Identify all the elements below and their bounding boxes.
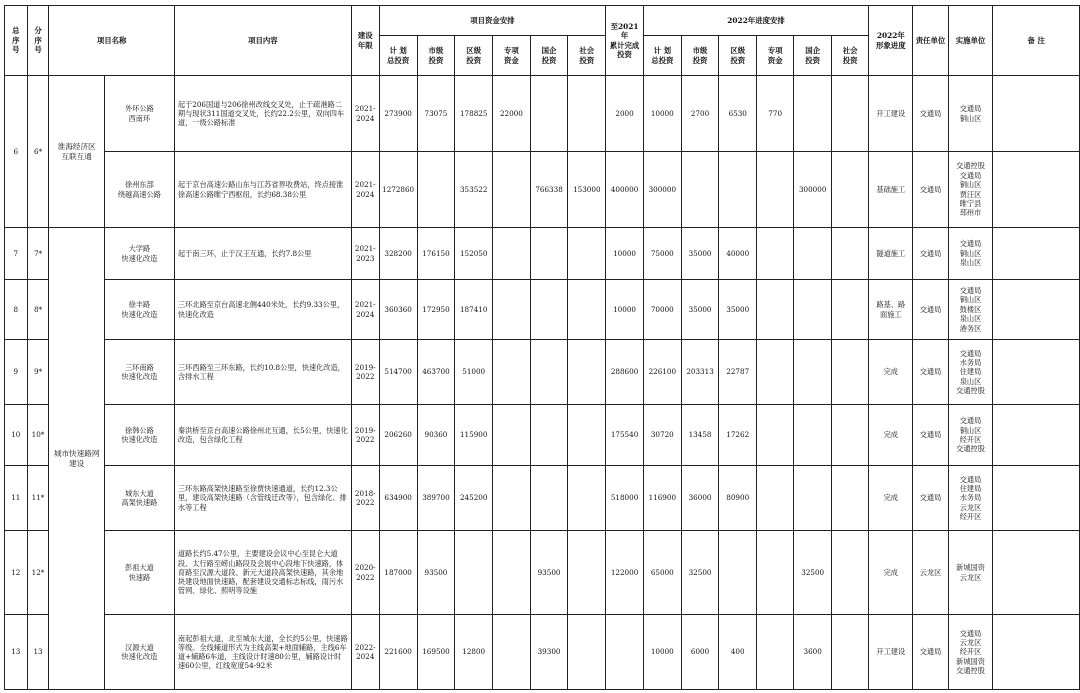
cell-build-years: 2021- 2024: [351, 76, 379, 152]
header-plan-district: 区级 投资: [719, 36, 757, 76]
cell-progress-2022: 开工建设: [869, 76, 913, 152]
cell-resp-unit: 交通局: [913, 340, 948, 405]
cell-plan-soe: [794, 76, 832, 152]
cell-plan-special: [757, 280, 794, 340]
header-build-years: 建设 年限: [351, 6, 379, 76]
cell-build-years: 2021- 2024: [351, 280, 379, 340]
cell-build-years: 2021- 2024: [351, 152, 379, 228]
cell-fund-special: [493, 340, 531, 405]
cell-resp-unit: 交通局: [913, 76, 948, 152]
cell-progress-2022: 完成: [869, 340, 913, 405]
cell-plan-city: 203313: [681, 340, 719, 405]
cell-fund-district: 353522: [455, 152, 493, 228]
cell-remark: [993, 531, 1080, 615]
cell-build-years: 2019- 2022: [351, 340, 379, 405]
header-progress-2022: 2022年 形象进度: [869, 6, 913, 76]
cell-plan-city: 13458: [681, 405, 719, 466]
cell-cum-2021: 175540: [606, 405, 644, 466]
cell-project-name: 徐丰路 快速化改造: [104, 280, 174, 340]
header-fund-social: 社会 投资: [568, 36, 606, 76]
cell-project-name: 彭祖大道 快速路: [104, 531, 174, 615]
cell-plan-total: 30720: [643, 405, 681, 466]
cell-fund-soe: [530, 76, 568, 152]
cell-fund-special: [493, 280, 531, 340]
table-row: [5, 76, 1080, 152]
cell-build-years: 2020- 2022: [351, 531, 379, 615]
cell-impl-unit: 交通局 水务局 住建局 泉山区 交通控股: [948, 340, 993, 405]
cell-group-name: 淮海经济区 互联互通: [49, 76, 104, 228]
cell-fund-city: 93500: [417, 531, 455, 615]
cell-plan-soe: 32500: [794, 531, 832, 615]
cell-fund-district: 12800: [455, 615, 493, 690]
cell-impl-unit: 交通局 住建局 水务局 云龙区 经开区: [948, 466, 993, 531]
cell-project-name: 外环公路 西南环: [104, 76, 174, 152]
header-fund-special: 专项 资金: [493, 36, 531, 76]
cell-fund-social: [568, 340, 606, 405]
cell-fund-city: 90360: [417, 405, 455, 466]
cell-plan-soe: [794, 280, 832, 340]
cell-total-no: 11: [5, 466, 28, 531]
table-row: [5, 531, 1080, 615]
cell-total-no: 8: [5, 280, 28, 340]
cell-project-content: 南起彭祖大道，北至城东大道，全长约5公里，快速路等级。全线辅道形式为主线高架+地面辅路，主线6车道+辅路6车道，主线设计时速80公里，辅路设计时速60公里，红线宽度54-92米: [174, 615, 351, 690]
cell-plan-social: [832, 466, 869, 531]
cell-cum-2021: 122000: [606, 531, 644, 615]
cell-fund-social: [568, 228, 606, 280]
header-plan-social: 社会 投资: [832, 36, 869, 76]
table-row: [5, 340, 1080, 405]
cell-plan-special: [757, 531, 794, 615]
cell-sub-no: 10*: [27, 405, 49, 466]
cell-sub-no: 12*: [27, 531, 49, 615]
cell-fund-special: [493, 466, 531, 531]
cell-fund-soe: [530, 228, 568, 280]
cell-project-content: 道路长约5.47公里，主要建设会议中心至昆仑大道段、太行路至崂山路段及会展中心段地下快速路，体育路至汉源大道段、新元大道段高架快速路，其余地块建设地面快速路，配套建设交通标志标线，雨污水管网、绿化、照明等设施: [174, 531, 351, 615]
cell-plan-social: [832, 405, 869, 466]
cell-project-content: 三环西路至三环东路，长约10.8公里，快速化改造，含排水工程: [174, 340, 351, 405]
cell-sub-no: 9*: [27, 340, 49, 405]
cell-project-name: 城东大道 高架快速路: [104, 466, 174, 531]
cell-project-content: 起于南三环，止于汉王互通，长约7.8公里: [174, 228, 351, 280]
cell-fund-special: [493, 615, 531, 690]
cell-plan-special: [757, 405, 794, 466]
cell-fund-district: 187410: [455, 280, 493, 340]
cell-plan-total: 75000: [643, 228, 681, 280]
table-row: [5, 280, 1080, 340]
cell-plan-district: [719, 531, 757, 615]
cell-plan-district: 400: [719, 615, 757, 690]
cell-resp-unit: 交通局: [913, 280, 948, 340]
cell-plan-total: 10000: [643, 76, 681, 152]
header-project-name: 项目名称: [49, 6, 174, 76]
project-table: [4, 5, 1080, 690]
cell-cum-2021: 400000: [606, 152, 644, 228]
cell-plan-total: 226100: [643, 340, 681, 405]
cell-resp-unit: 交通局: [913, 405, 948, 466]
cell-remark: [993, 405, 1080, 466]
cell-project-name: 徐韩公路 快速化改造: [104, 405, 174, 466]
cell-impl-unit: 交通局 铜山区 经开区 交通控股: [948, 405, 993, 466]
cell-fund-social: [568, 615, 606, 690]
cell-fund-special: [493, 152, 531, 228]
cell-plan-social: [832, 152, 869, 228]
cell-plan-district: 6530: [719, 76, 757, 152]
cell-remark: [993, 228, 1080, 280]
cell-fund-city: 463700: [417, 340, 455, 405]
header-fund-soe: 国企 投资: [530, 36, 568, 76]
cell-progress-2022: 基础施工: [869, 152, 913, 228]
cell-build-years: 2018- 2022: [351, 466, 379, 531]
cell-impl-unit: 交通局 云龙区 经开区 新城国资 交通控股: [948, 615, 993, 690]
cell-fund-special: [493, 405, 531, 466]
cell-fund-special: 22000: [493, 76, 531, 152]
header-plan-soe: 国企 投资: [794, 36, 832, 76]
cell-plan-soe: 300000: [794, 152, 832, 228]
cell-remark: [993, 76, 1080, 152]
cell-fund-district: 152050: [455, 228, 493, 280]
cell-plan-total: 65000: [643, 531, 681, 615]
cell-build-years: 2021- 2023: [351, 228, 379, 280]
cell-total-no: 10: [5, 405, 28, 466]
cell-remark: [993, 280, 1080, 340]
header-plan-2022-group: 2022年进度安排: [643, 6, 868, 36]
cell-fund-soe: 93500: [530, 531, 568, 615]
cell-impl-unit: 交通局 铜山区 鼓楼区 泉山区 港务区: [948, 280, 993, 340]
cell-total-no: 13: [5, 615, 28, 690]
cell-fund-social: [568, 405, 606, 466]
cell-fund-soe: [530, 466, 568, 531]
cell-plan-special: [757, 615, 794, 690]
cell-plan-special: 770: [757, 76, 794, 152]
cell-progress-2022: 完成: [869, 531, 913, 615]
cell-group-name: 城市快速路网 建设: [49, 228, 104, 690]
cell-fund-soe: [530, 340, 568, 405]
cell-fund-social: [568, 466, 606, 531]
cell-total-no: 7: [5, 228, 28, 280]
header-cum-2021: 至2021年 累计完成 投资: [606, 6, 644, 76]
cell-fund-social: [568, 531, 606, 615]
cell-fund-district: 115900: [455, 405, 493, 466]
cell-progress-2022: 隧道施工: [869, 228, 913, 280]
cell-fund-total: 1272860: [379, 152, 417, 228]
cell-plan-total: 300000: [643, 152, 681, 228]
table-row: [5, 405, 1080, 466]
cell-cum-2021: 2000: [606, 76, 644, 152]
cell-plan-social: [832, 228, 869, 280]
cell-progress-2022: 开工建设: [869, 615, 913, 690]
cell-plan-district: 35000: [719, 280, 757, 340]
cell-fund-district: 178825: [455, 76, 493, 152]
header-fund-city: 市级 投资: [417, 36, 455, 76]
cell-fund-city: 169500: [417, 615, 455, 690]
cell-fund-total: 328200: [379, 228, 417, 280]
header-sub-no: 分 序 号: [27, 6, 49, 76]
header-remark: 备 注: [993, 6, 1080, 76]
table-wrapper: [4, 5, 1080, 690]
cell-fund-total: 360360: [379, 280, 417, 340]
cell-fund-total: 273900: [379, 76, 417, 152]
cell-sub-no: 6*: [27, 76, 49, 228]
cell-project-name: 大学路 快速化改造: [104, 228, 174, 280]
cell-remark: [993, 340, 1080, 405]
cell-fund-city: 176150: [417, 228, 455, 280]
table-row: [5, 228, 1080, 280]
cell-plan-special: [757, 466, 794, 531]
cell-plan-district: [719, 152, 757, 228]
cell-sub-no: 13: [27, 615, 49, 690]
cell-resp-unit: 交通局: [913, 228, 948, 280]
cell-plan-social: [832, 76, 869, 152]
cell-plan-social: [832, 340, 869, 405]
cell-plan-soe: [794, 228, 832, 280]
cell-sub-no: 11*: [27, 466, 49, 531]
cell-fund-soe: [530, 405, 568, 466]
header-plan-total: 计 划 总投资: [643, 36, 681, 76]
cell-fund-city: [417, 152, 455, 228]
cell-fund-social: [568, 280, 606, 340]
table-body: [5, 76, 1080, 690]
cell-fund-soe: 39300: [530, 615, 568, 690]
cell-remark: [993, 466, 1080, 531]
cell-progress-2022: 完成: [869, 405, 913, 466]
cell-impl-unit: 交通控股 交通局 铜山区 贾汪区 睢宁县 邳州市: [948, 152, 993, 228]
cell-project-content: 三环北路至京台高速北侧440米处，长约9.33公里，快速化改造: [174, 280, 351, 340]
cell-progress-2022: 完成: [869, 466, 913, 531]
cell-progress-2022: 路基、路 面施工: [869, 280, 913, 340]
header-fund-total: 计 划 总投资: [379, 36, 417, 76]
cell-total-no: 9: [5, 340, 28, 405]
cell-fund-city: 73075: [417, 76, 455, 152]
cell-fund-special: [493, 228, 531, 280]
cell-project-name: 汉源大道 快速化改造: [104, 615, 174, 690]
cell-build-years: 2022- 2024: [351, 615, 379, 690]
cell-impl-unit: 交通局 铜山区 泉山区: [948, 228, 993, 280]
cell-plan-city: 35000: [681, 228, 719, 280]
cell-fund-special: [493, 531, 531, 615]
cell-plan-district: 22787: [719, 340, 757, 405]
cell-remark: [993, 152, 1080, 228]
cell-plan-social: [832, 280, 869, 340]
cell-project-name: 三环南路 快速化改造: [104, 340, 174, 405]
cell-fund-total: 221600: [379, 615, 417, 690]
cell-plan-total: 10000: [643, 615, 681, 690]
header-resp-unit: 责任单位: [913, 6, 948, 76]
cell-total-no: 12: [5, 531, 28, 615]
cell-plan-city: 2700: [681, 76, 719, 152]
cell-impl-unit: 交通局 铜山区: [948, 76, 993, 152]
cell-fund-district: 51000: [455, 340, 493, 405]
header-project-content: 项目内容: [174, 6, 351, 76]
cell-plan-district: 80900: [719, 466, 757, 531]
cell-plan-city: 35000: [681, 280, 719, 340]
cell-plan-city: 32500: [681, 531, 719, 615]
cell-project-content: 起于京台高速公路山东与江苏省界收费站，终点接淮徐高速公路睢宁西枢纽，长约68.38公里: [174, 152, 351, 228]
cell-plan-district: 17262: [719, 405, 757, 466]
cell-cum-2021: 10000: [606, 228, 644, 280]
cell-resp-unit: 云龙区: [913, 531, 948, 615]
cell-fund-total: 634900: [379, 466, 417, 531]
cell-plan-soe: [794, 466, 832, 531]
cell-fund-total: 187000: [379, 531, 417, 615]
header-plan-city: 市级 投资: [681, 36, 719, 76]
cell-plan-soe: [794, 340, 832, 405]
cell-cum-2021: 518000: [606, 466, 644, 531]
cell-plan-social: [832, 531, 869, 615]
cell-resp-unit: 交通局: [913, 615, 948, 690]
cell-plan-district: 40000: [719, 228, 757, 280]
cell-cum-2021: 10000: [606, 280, 644, 340]
cell-impl-unit: 新城国资 云龙区: [948, 531, 993, 615]
cell-plan-city: [681, 152, 719, 228]
table-row: [5, 466, 1080, 531]
cell-plan-soe: [794, 405, 832, 466]
cell-remark: [993, 615, 1080, 690]
cell-fund-district: 245200: [455, 466, 493, 531]
cell-build-years: 2019- 2022: [351, 405, 379, 466]
cell-plan-city: 6000: [681, 615, 719, 690]
cell-resp-unit: 交通局: [913, 466, 948, 531]
cell-total-no: 6: [5, 76, 28, 228]
header-total-no: 总 序 号: [5, 6, 28, 76]
cell-project-name: 徐州东部 绕越高速公路: [104, 152, 174, 228]
cell-plan-special: [757, 152, 794, 228]
cell-cum-2021: 288600: [606, 340, 644, 405]
cell-plan-special: [757, 340, 794, 405]
cell-plan-soe: 3600: [794, 615, 832, 690]
cell-fund-soe: 766338: [530, 152, 568, 228]
cell-sub-no: 7*: [27, 228, 49, 280]
cell-plan-city: 36000: [681, 466, 719, 531]
cell-plan-special: [757, 228, 794, 280]
cell-project-content: 起于206国道与206徐州改线交叉处，止于疏港路二期与现状311国道交叉处，长约22.2公里，双向四车道，一级公路标准: [174, 76, 351, 152]
cell-project-content: 三环东路高架快速路至徐贾快速通道，长约12.3公里，建设高架快速路（含管线迁改等），包含绿化、排水等工程: [174, 466, 351, 531]
cell-sub-no: 8*: [27, 280, 49, 340]
header-impl-unit: 实施单位: [948, 6, 993, 76]
cell-fund-district: [455, 531, 493, 615]
header-fund-group: 项目资金安排: [379, 6, 605, 36]
header-fund-district: 区级 投资: [455, 36, 493, 76]
cell-resp-unit: 交通局: [913, 152, 948, 228]
cell-cum-2021: [606, 615, 644, 690]
cell-fund-city: 389700: [417, 466, 455, 531]
cell-plan-total: 70000: [643, 280, 681, 340]
header-plan-special: 专项 资金: [757, 36, 794, 76]
cell-fund-total: 514700: [379, 340, 417, 405]
table-row: [5, 615, 1080, 690]
cell-plan-total: 116900: [643, 466, 681, 531]
cell-fund-soe: [530, 280, 568, 340]
cell-plan-social: [832, 615, 869, 690]
cell-fund-social: 153000: [568, 152, 606, 228]
table-row: [5, 152, 1080, 228]
cell-fund-city: 172950: [417, 280, 455, 340]
cell-fund-social: [568, 76, 606, 152]
cell-project-content: 秦洪桥至京台高速公路徐州北互通，长5公里，快速化改造，包含绿化工程: [174, 405, 351, 466]
cell-fund-total: 206260: [379, 405, 417, 466]
